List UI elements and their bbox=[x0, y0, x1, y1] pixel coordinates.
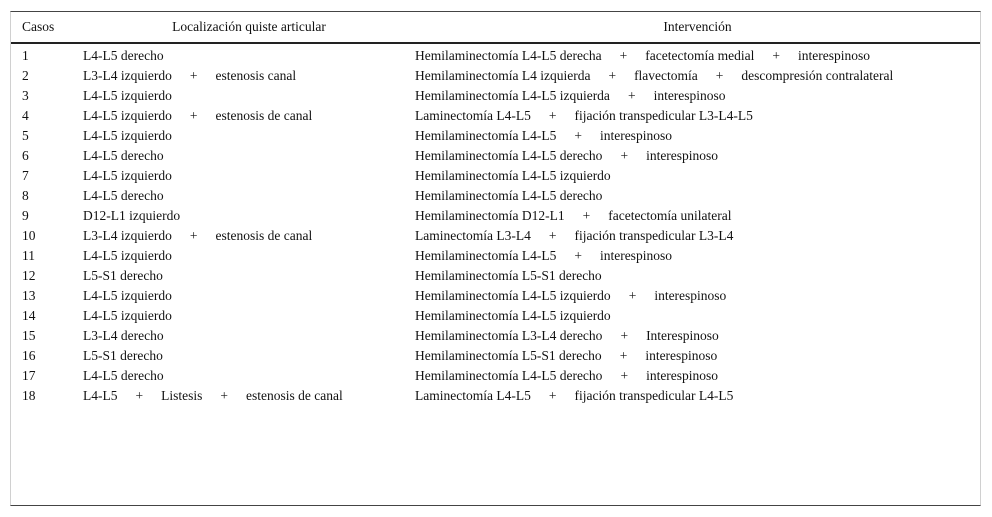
plus-separator: + bbox=[608, 68, 617, 83]
cell-intervencion-text: Hemilaminectomía L4-L5 derecha bbox=[415, 48, 602, 63]
plus-separator: + bbox=[620, 148, 629, 163]
cell-caso: 10 bbox=[22, 228, 36, 243]
cell-intervencion-text: flavectomía bbox=[634, 68, 698, 83]
plus-separator: + bbox=[619, 48, 628, 63]
plus-separator: + bbox=[582, 208, 591, 223]
cell-intervencion bbox=[415, 346, 980, 366]
table-row bbox=[11, 246, 980, 266]
cell-caso: 15 bbox=[22, 328, 36, 343]
cell-intervencion-text: interespinoso bbox=[797, 48, 870, 63]
plus-separator: + bbox=[574, 248, 582, 263]
cell-caso: 12 bbox=[22, 268, 36, 283]
cell-localizacion-text: estenosis de canal bbox=[246, 388, 343, 403]
cell-intervencion-text: Hemilaminectomía L5-S1 derecho bbox=[415, 268, 602, 283]
cell-intervencion-text: fijación transpedicular L4-L5 bbox=[574, 388, 734, 403]
cell-localizacion-text: L4-L5 izquierdo bbox=[83, 248, 172, 263]
cell-localizacion bbox=[83, 326, 415, 346]
cell-localizacion-text: L3-L4 derecho bbox=[83, 328, 164, 343]
cell-localizacion bbox=[83, 146, 415, 166]
plus-separator: + bbox=[619, 348, 628, 363]
table-row bbox=[11, 106, 980, 126]
cell-intervencion-text: Hemilaminectomía L4-L5 izquierdo bbox=[415, 308, 611, 323]
cell-caso: 3 bbox=[22, 88, 29, 103]
table-row bbox=[11, 186, 980, 206]
cell-intervencion bbox=[415, 43, 980, 66]
cell-intervencion bbox=[415, 306, 980, 326]
cell-intervencion-text: Hemilaminectomía L4-L5 izquierdo bbox=[415, 288, 611, 303]
cell-intervencion bbox=[415, 206, 980, 226]
table-row bbox=[11, 266, 980, 286]
cell-intervencion bbox=[415, 186, 980, 206]
cell-caso: 5 bbox=[22, 128, 29, 143]
cell-intervencion-text: interespinoso bbox=[646, 368, 719, 383]
cell-localizacion-text: L3-L4 izquierdo bbox=[83, 228, 172, 243]
header-intervencion: Intervención bbox=[415, 12, 980, 43]
plus-separator: + bbox=[548, 388, 557, 403]
plus-separator: + bbox=[620, 368, 629, 383]
cell-localizacion bbox=[83, 286, 415, 306]
cell-intervencion-text: interespinoso bbox=[599, 248, 672, 263]
cell-intervencion bbox=[415, 386, 980, 406]
cell-localizacion bbox=[83, 186, 415, 206]
cell-intervencion bbox=[415, 366, 980, 386]
plus-separator: + bbox=[628, 288, 637, 303]
plus-separator: + bbox=[548, 228, 557, 243]
cell-localizacion-text: estenosis de canal bbox=[215, 108, 313, 123]
cell-localizacion-text: L4-L5 izquierdo bbox=[83, 108, 172, 123]
cell-localizacion bbox=[83, 346, 415, 366]
table-row bbox=[11, 206, 980, 226]
cell-intervencion-text: Hemilaminectomía L4-L5 izquierda bbox=[415, 88, 610, 103]
plus-separator: + bbox=[220, 388, 229, 403]
cell-localizacion-text: L4-L5 izquierdo bbox=[83, 128, 172, 143]
cell-localizacion-text: estenosis canal bbox=[215, 68, 297, 83]
cell-localizacion bbox=[83, 246, 415, 266]
cell-caso: 16 bbox=[22, 348, 36, 363]
plus-separator: + bbox=[715, 68, 724, 83]
cell-intervencion-text: Laminectomía L4-L5 bbox=[415, 388, 531, 403]
header-casos: Casos bbox=[11, 12, 83, 43]
cell-localizacion bbox=[83, 166, 415, 186]
cell-localizacion-text: estenosis de canal bbox=[215, 228, 313, 243]
table-row bbox=[11, 166, 980, 186]
cell-localizacion-text: L4-L5 izquierdo bbox=[83, 168, 172, 183]
plus-separator: + bbox=[189, 228, 198, 243]
cell-intervencion bbox=[415, 226, 980, 246]
cell-localizacion-text: L4-L5 derecho bbox=[83, 48, 164, 63]
cell-intervencion-text: Hemilaminectomía L4-L5 derecho bbox=[415, 148, 603, 163]
cell-intervencion bbox=[415, 86, 980, 106]
cell-intervencion-text: Laminectomía L4-L5 bbox=[415, 108, 531, 123]
cell-intervencion-text: fijación transpedicular L3-L4-L5 bbox=[574, 108, 753, 123]
cell-localizacion bbox=[83, 106, 415, 126]
cell-intervencion-text: fijación transpedicular L3-L4 bbox=[574, 228, 734, 243]
cell-caso: 6 bbox=[22, 148, 29, 163]
cell-localizacion bbox=[83, 66, 415, 86]
cell-intervencion bbox=[415, 66, 980, 86]
cell-intervencion-text: facetectomía unilateral bbox=[608, 208, 732, 223]
cell-intervencion bbox=[415, 106, 980, 126]
cell-intervencion bbox=[415, 126, 980, 146]
cell-localizacion-text: L4-L5 bbox=[83, 388, 118, 403]
table-row bbox=[11, 146, 980, 166]
cell-caso: 2 bbox=[22, 68, 29, 83]
cell-caso: 17 bbox=[22, 368, 36, 383]
cell-intervencion bbox=[415, 326, 980, 346]
plus-separator: + bbox=[772, 48, 780, 63]
cell-localizacion-text: L4-L5 derecho bbox=[83, 148, 164, 163]
cell-localizacion bbox=[83, 206, 415, 226]
cell-localizacion-text: L4-L5 derecho bbox=[83, 368, 164, 383]
cell-intervencion-text: facetectomía medial bbox=[645, 48, 755, 63]
plus-separator: + bbox=[189, 68, 198, 83]
cell-caso: 11 bbox=[22, 248, 35, 263]
cases-table-container bbox=[10, 11, 981, 506]
table-row bbox=[11, 346, 980, 366]
cell-intervencion-text: interespinoso bbox=[653, 88, 726, 103]
table-row bbox=[11, 366, 980, 386]
cell-localizacion-text: L5-S1 derecho bbox=[83, 268, 163, 283]
plus-separator: + bbox=[627, 88, 636, 103]
cell-intervencion bbox=[415, 266, 980, 286]
cell-localizacion-text: L4-L5 izquierdo bbox=[83, 308, 172, 323]
header-localizacion: Localización quiste articular bbox=[83, 12, 415, 43]
cell-localizacion-text: D12-L1 izquierdo bbox=[83, 208, 181, 223]
cell-caso: 4 bbox=[22, 108, 29, 123]
cases-table bbox=[11, 12, 980, 406]
table-body bbox=[11, 43, 980, 406]
cell-intervencion-text: Hemilaminectomía L4-L5 derecho bbox=[415, 188, 603, 203]
cell-intervencion-text: interespinoso bbox=[654, 288, 727, 303]
cell-caso: 8 bbox=[22, 188, 29, 203]
cell-intervencion bbox=[415, 166, 980, 186]
plus-separator: + bbox=[135, 388, 144, 403]
cell-caso: 13 bbox=[22, 288, 36, 303]
plus-separator: + bbox=[574, 128, 582, 143]
cell-localizacion-text: L4-L5 izquierdo bbox=[83, 288, 172, 303]
cell-intervencion-text: Laminectomía L3-L4 bbox=[415, 228, 531, 243]
plus-separator: + bbox=[620, 328, 629, 343]
cell-caso: 7 bbox=[22, 168, 29, 183]
cell-intervencion-text: Hemilaminectomía L3-L4 derecho bbox=[415, 328, 603, 343]
cell-localizacion-text: L5-S1 derecho bbox=[83, 348, 163, 363]
cell-intervencion-text: Hemilaminectomía L4-L5 derecho bbox=[415, 368, 603, 383]
cell-localizacion bbox=[83, 306, 415, 326]
cell-intervencion-text: interespinoso bbox=[645, 348, 718, 363]
plus-separator: + bbox=[189, 108, 198, 123]
cell-intervencion-text: Hemilaminectomía L4 izquierda bbox=[415, 68, 591, 83]
cell-intervencion bbox=[415, 286, 980, 306]
table-row bbox=[11, 126, 980, 146]
cell-localizacion bbox=[83, 366, 415, 386]
cell-localizacion-text: L4-L5 izquierdo bbox=[83, 88, 172, 103]
cell-intervencion bbox=[415, 246, 980, 266]
cell-localizacion-text: L4-L5 derecho bbox=[83, 188, 164, 203]
table-row bbox=[11, 43, 980, 66]
table-row bbox=[11, 66, 980, 86]
cell-intervencion-text: Hemilaminectomía L5-S1 derecho bbox=[415, 348, 602, 363]
cell-intervencion-text: Hemilaminectomía D12-L1 bbox=[415, 208, 565, 223]
cell-localizacion bbox=[83, 126, 415, 146]
table-row bbox=[11, 306, 980, 326]
cell-localizacion bbox=[83, 86, 415, 106]
cell-caso: 18 bbox=[22, 388, 36, 403]
cell-localizacion bbox=[83, 266, 415, 286]
cell-caso: 9 bbox=[22, 208, 29, 223]
cell-caso: 14 bbox=[22, 308, 36, 323]
table-row bbox=[11, 386, 980, 406]
table-row bbox=[11, 226, 980, 246]
cell-localizacion bbox=[83, 43, 415, 66]
plus-separator: + bbox=[548, 108, 557, 123]
cell-intervencion-text: interespinoso bbox=[646, 148, 719, 163]
cell-localizacion bbox=[83, 226, 415, 246]
table-row bbox=[11, 286, 980, 306]
table-row bbox=[11, 86, 980, 106]
cell-intervencion-text: Hemilaminectomía L4-L5 izquierdo bbox=[415, 168, 611, 183]
cell-caso: 1 bbox=[22, 48, 29, 63]
table-row bbox=[11, 326, 980, 346]
cell-intervencion bbox=[415, 146, 980, 166]
cell-localizacion-text: L3-L4 izquierdo bbox=[83, 68, 172, 83]
cell-intervencion-text: Hemilaminectomía L4-L5 bbox=[415, 128, 557, 143]
cell-localizacion bbox=[83, 386, 415, 406]
cell-intervencion-text: descompresión contralateral bbox=[741, 68, 894, 83]
cell-localizacion-text: Listesis bbox=[161, 388, 203, 403]
cell-intervencion-text: interespinoso bbox=[599, 128, 672, 143]
cell-intervencion-text: Interespinoso bbox=[646, 328, 719, 343]
cell-intervencion-text: Hemilaminectomía L4-L5 bbox=[415, 248, 557, 263]
header-row bbox=[11, 12, 980, 43]
